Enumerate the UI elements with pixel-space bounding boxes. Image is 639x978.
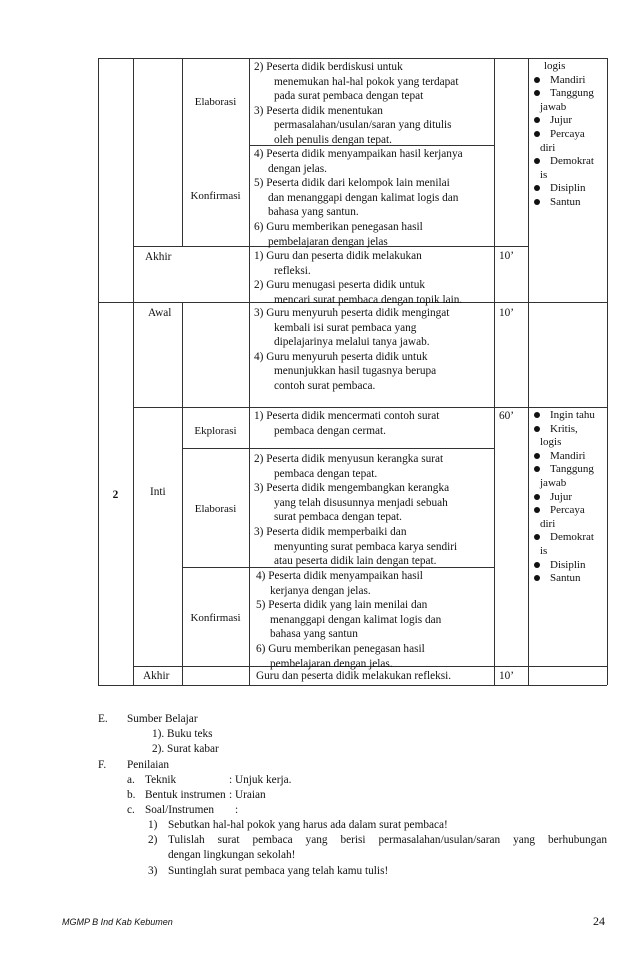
akhir-time-1: 10’ bbox=[499, 250, 515, 262]
eksplorasi-label: Ekplorasi bbox=[194, 425, 237, 437]
bullet-icon bbox=[534, 117, 540, 123]
bullet-icon bbox=[534, 562, 540, 568]
source-item: 1). Buku teks bbox=[152, 728, 213, 740]
source-item: 2). Surat kabar bbox=[152, 743, 219, 755]
section-e-letter: E. bbox=[98, 713, 108, 725]
bullet-icon bbox=[534, 507, 540, 513]
section-f-letter: F. bbox=[98, 759, 107, 771]
konfirmasi-text-1: 4) Peserta didik menyampaikan hasil kerjanya dengan jelas. 5) Peserta didik dari kelompok lain menilai dan menanggapi dengan kalimat logis dan bahasa yang santun. 6) Guru memberikan penegasan hasil pembelajaran dengan jelas bbox=[254, 148, 463, 248]
akhir-text-2: Guru dan peserta didik melakukan refleksi. bbox=[256, 670, 452, 682]
question-number: 2) bbox=[148, 834, 158, 846]
akhir-time-2: 10’ bbox=[499, 670, 515, 682]
question-text: Sebutkan hal-hal pokok yang harus ada dalam surat pembaca! bbox=[168, 819, 448, 831]
assessment-item-value: : Unjuk kerja. bbox=[229, 774, 292, 786]
akhir-text-1: 1) Guru dan peserta didik melakukan refleksi. 2) Guru menugasi peserta didik untuk mencari surat pembaca dengan topik lain. bbox=[254, 250, 463, 306]
bullet-icon bbox=[534, 158, 540, 164]
bullet-icon bbox=[534, 453, 540, 459]
assessment-item-label: Soal/Instrumen bbox=[145, 804, 215, 816]
assessment-item-label: Bentuk instrumen bbox=[145, 789, 226, 801]
page-number: 24 bbox=[593, 914, 605, 928]
assessment-item-letter: a. bbox=[127, 774, 135, 786]
elaborasi-label-1: Elaborasi bbox=[194, 96, 237, 108]
elaborasi-text-2: 2) Peserta didik menyusun kerangka surat pembaca dengan tepat. 3) Peserta didik mengembangkan kerangka yang telah disusunnya menjadi sebuah surat pembaca dengan tepat. 3) Peserta didik memperbaiki dan menyunting surat pembaca karya sendiri atau peserta didik lain dengan tepat. bbox=[254, 453, 458, 568]
bullet-icon bbox=[534, 466, 540, 472]
konfirmasi-label-1: Konfirmasi bbox=[190, 190, 241, 202]
section-f-title: Penilaian bbox=[127, 759, 170, 771]
bullet-icon bbox=[534, 90, 540, 96]
bullet-icon bbox=[534, 575, 540, 581]
assessment-item-label: Teknik bbox=[145, 774, 177, 786]
awal-time: 10’ bbox=[499, 307, 515, 319]
bullet-icon bbox=[534, 199, 540, 205]
inti-time: 60’ bbox=[499, 410, 515, 422]
row-number: 2 bbox=[112, 489, 119, 501]
question-text: Tulislah surat pembaca yang berisi permasalahan/usulan/saran yang berhubungan bbox=[168, 834, 607, 846]
character-values-2: Ingin tahu Kritis, logis Mandiri Tanggung jawab Jujur Percaya diri Demokrat is Disiplin Santun bbox=[534, 409, 595, 586]
inti-label: Inti bbox=[150, 486, 166, 498]
konfirmasi-label-2: Konfirmasi bbox=[190, 612, 241, 624]
question-text-continued: dengan lingkungan sekolah! bbox=[168, 849, 296, 861]
assessment-item-letter: b. bbox=[127, 789, 136, 801]
elaborasi-text-1: 2) Peserta didik berdiskusi untuk menemukan hal-hal pokok yang terdapat pada surat pembaca dengan tepat 3) Peserta didik menentukan permasalahan/usulan/saran yang ditulis oleh penulis dengan tepat. bbox=[254, 61, 459, 146]
bullet-icon bbox=[534, 426, 540, 432]
question-number: 3) bbox=[148, 865, 158, 877]
bullet-icon bbox=[534, 534, 540, 540]
question-number: 1) bbox=[148, 819, 158, 831]
eksplorasi-text: 1) Peserta didik mencermati contoh surat pembaca dengan cermat. bbox=[254, 410, 440, 437]
assessment-item-letter: c. bbox=[127, 804, 135, 816]
bullet-icon bbox=[534, 185, 540, 191]
assessment-item-value: : Uraian bbox=[229, 789, 266, 801]
footer-text: MGMP B Ind Kab Kebumen bbox=[62, 917, 173, 927]
awal-label: Awal bbox=[148, 307, 172, 319]
section-e-title: Sumber Belajar bbox=[127, 713, 198, 725]
assessment-item-value: : bbox=[235, 804, 239, 816]
bullet-icon bbox=[534, 131, 540, 137]
elaborasi-label-2: Elaborasi bbox=[194, 503, 237, 515]
question-text: Suntinglah surat pembaca yang telah kamu tulis! bbox=[168, 865, 389, 877]
bullet-icon bbox=[534, 77, 540, 83]
konfirmasi-text-2: 4) Peserta didik menyampaikan hasil kerjanya dengan jelas. 5) Peserta didik yang lain menilai dan menanggapi dengan kalimat logis dan bahasa yang santun 6) Guru memberikan penegasan hasil pembelajaran dengan jelas. bbox=[256, 570, 442, 670]
akhir-label-2: Akhir bbox=[143, 670, 170, 682]
character-values-1: logis Mandiri Tanggung jawab Jujur Percaya diri Demokrat is Disiplin Santun bbox=[534, 60, 594, 210]
awal-text: 3) Guru menyuruh peserta didik mengingat kembali isi surat pembaca yang dipelajarinya melalui tanya jawab. 4) Guru menyuruh peserta didik untuk menunjukkan hasil tugasnya berupa contoh surat pembaca. bbox=[254, 307, 450, 392]
akhir-label-1: Akhir bbox=[145, 251, 172, 263]
bullet-icon bbox=[534, 412, 540, 418]
bullet-icon bbox=[534, 494, 540, 500]
